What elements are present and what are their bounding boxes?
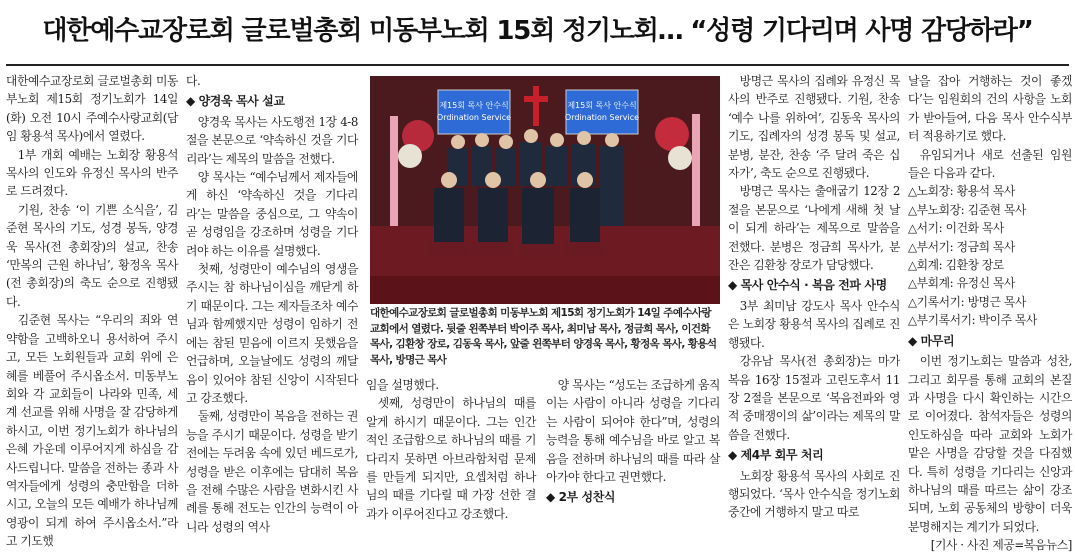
paragraph: 양 목사는 “예수님께서 제자들에게 하신 ‘약속하신 것을 기다리라’는 말씀을 중심으로, 그 약속이 곧 성령임을 강조하며 성령을 기다려야 하는 이유를 설명했다.: [186, 170, 358, 258]
section-heading: ◆ 제4부 회무 처리: [728, 448, 824, 463]
paragraph: 다.: [186, 74, 201, 88]
paragraph: 1부 개회 예배는 노회장 황용석 목사의 인도와 유정신 목사의 반주로 드려졌다.: [6, 147, 178, 199]
officer-item: △부회계: 유정신 목사: [908, 276, 1015, 291]
officer-item: △노회장: 황용석 목사: [908, 184, 1015, 199]
column-2: [186, 72, 358, 534]
paragraph: 노회장 황용석 목사의 사회로 진행되었다. ‘목사 안수식을 정기노회 중간에 거행하지 말고 따로: [728, 468, 900, 520]
column-4: [546, 376, 720, 518]
column-3: [366, 376, 536, 521]
section-heading: ◆ 마무리: [908, 333, 955, 348]
headline: 대한예수교장로회 글로벌총회 미동부노회 15회 정기노회… “성령 기다리며 사명 감당하라”: [42, 16, 1033, 46]
headline-rule: [6, 64, 1069, 66]
paragraph: 양경욱 목사는 사도행전 1장 4-8절을 본문으로 ‘약속하신 것을 기다리라’는 제목의 말씀을 전했다.: [186, 114, 358, 166]
section-heading: ◆ 목사 안수식 · 복음 전파 사명: [728, 278, 887, 293]
article-credit: [기사 · 사진 제공=복음뉴스]: [930, 538, 1072, 553]
officer-item: △기록서기: 방명근 목사: [908, 294, 1026, 309]
paragraph: 양 목사는 “성도는 조급하게 움직이는 사람이 아니라 성령을 기다리는 사람이 되어야 한다”며, 성령의 능력을 통해 예수님을 바로 알고 복음을 전하며 하나님의 때를 따라 살아가야 한다고 권면했다.: [546, 378, 720, 485]
column-1: [6, 72, 178, 549]
column-5: [728, 72, 900, 518]
screen-right-title: 제15회 목사 안수식: [567, 101, 637, 110]
section-heading: ◆ 2부 성찬식: [546, 490, 616, 505]
paragraph: 기원, 찬송 ‘이 기쁜 소식을’, 김준현 목사의 기도, 성경 봉독, 양경욱 목사(전 총회장)의 설교, 찬송 ‘만복의 근원 하나님’, 황정옥 목사(전 총회장)의 축도 순으로 진행됐다.: [6, 202, 178, 309]
photo-caption: 대한예수교장로회 글로벌총회 미동부노회 제15회 정기노회가 14일 주예수사랑교회에서 열렸다. 뒷줄 왼쪽부터 박이주 목사, 최미남 목사, 정금희 목사, 이건화 목사, 김환창 장로, 김동욱 목사, 앞줄 왼쪽부터 양경욱 목사, 황정옥 목사, 황용석 목사, 방명근 목사: [370, 307, 717, 366]
officer-item: △부서기: 정금희 목사: [908, 239, 1015, 254]
photo-illustration: [370, 76, 720, 304]
paragraph: 둘째, 성령만이 복음을 전하는 권능을 주시기 때문이다. 성령을 받기 전에는 두려움 속에 있던 베드로가, 성령을 받은 이후에는 담대히 복음을 전해 수많은 사람을 변화시킨 사례를 통해 전도는 인간의 능력이 아니라 성령의 역사: [186, 409, 358, 534]
paragraph: 이번 정기노회는 말씀과 성찬, 그리고 회무를 통해 교회의 본질과 사명을 다시 확인하는 시간으로 이어졌다. 참석자들은 성령의 인도하심을 따라 교회와 노회가 맡은 사명을 감당할 것을 다짐했다. 특히 성령을 기다리는 신앙과 하나님의 때를 따르는 삶이 강조되며, 노회 공동체의 방향이 더욱 분명해지는 계기가 되었다.: [908, 354, 1072, 534]
group-photo: [370, 76, 720, 304]
screen-right-sub: Ordination Service: [564, 113, 640, 122]
officer-item: △서기: 이건화 목사: [908, 221, 1004, 236]
officer-item: △부노회장: 김준현 목사: [908, 202, 1026, 217]
screen-left-sub: Ordination Service: [436, 113, 512, 122]
officer-item: △회계: 김환창 장로: [908, 258, 1004, 273]
paragraph: 강유남 목사(전 총회장)는 마가복음 16장 15절과 고린도후서 11장 2절을 본문으로 ‘복음전파와 영적 중매쟁이의 삶’이라는 제목의 말씀을 전했다.: [728, 354, 900, 442]
screen-left-title: 제15회 목사 안수식: [439, 101, 509, 110]
paragraph: 대한예수교장로회 글로벌총회 미동부노회 제15회 정기노회가 14일(화) 오전 10시 주예수사랑교회(담임 황용석 목사)에서 열렸다.: [6, 74, 178, 144]
paragraph: 유임되거나 새로 선출된 임원들은 다음과 같다.: [908, 147, 1072, 181]
officer-item: △부기록서기: 박이주 목사: [908, 313, 1037, 328]
paragraph: 방명근 목사는 출애굽기 12장 2절을 본문으로 ‘나에게 새해 첫 날이 되게 하라’는 제목으로 말씀을 전했다. 분병은 정금희 목사가, 분잔은 김환창 장로가 담당했다.: [728, 184, 900, 273]
paragraph: 날을 잡아 거행하는 것이 좋겠다’는 임원회의 건의 사항을 노회가 받아들여, 다음 목사 안수식부터 적용하기로 했다.: [908, 74, 1072, 144]
column-6: [908, 72, 1072, 553]
paragraph: 첫째, 성령만이 예수님의 영생을 주시는 참 하나님이심을 깨닫게 하기 때문이다. 그는 제자들조차 예수님과 함께했지만 성령이 임하기 전에는 참된 믿음에 이르지 못했음을 언급하며, 오늘날에도 성령의 깨달음이 있어야 참된 신앙이 시작된다고 강조했다.: [186, 262, 358, 405]
paragraph: 임을 설명했다.: [366, 378, 439, 392]
section-heading: ◆ 양경욱 목사 설교: [186, 94, 285, 109]
paragraph: 김준현 목사는 “우리의 죄와 연약함을 고백하오니 용서하여 주시고, 모든 노회원들과 교회 위에 은혜를 베풀어 주시옵소서. 미동부노회와 각 교회들이 나라와 민족, 세계 선교를 위해 사명을 잘 감당하게 하시고, 이번 정기노회가 하나님의 은혜 가운데 이루어지게 하심을 감사드립니다. 말씀을 전하는 종과 사역자들에게 성령의 충만함을 더하시고, 오늘의 모든 예배가 하나님께 영광이 되게 하여 주시옵소서.”라고 기도했: [6, 313, 178, 549]
paragraph: 셋째, 성령만이 하나님의 때를 알게 하시기 때문이다. 그는 인간적인 조급함으로 하나님의 때를 기다리지 못하면 아브라함처럼 문제를 만들게 되지만, 요셉처럼 하나님의 때를 기다릴 때 가장 선한 결과가 이루어진다고 강조했다.: [366, 396, 536, 521]
paragraph: 3부 최미남 강도사 목사 안수식은 노회장 황용석 목사의 집례로 진행됐다.: [728, 298, 900, 350]
paragraph: 방명근 목사의 집례와 유정신 목사의 반주로 진행됐다. 기원, 찬송 ‘예수 나를 위하여’, 김동욱 목사의 기도, 집례자의 성경 봉독 및 설교, 분병, 분잔, 찬송 ‘주 달려 죽은 십자가’, 축도 순으로 진행됐다.: [728, 74, 900, 181]
